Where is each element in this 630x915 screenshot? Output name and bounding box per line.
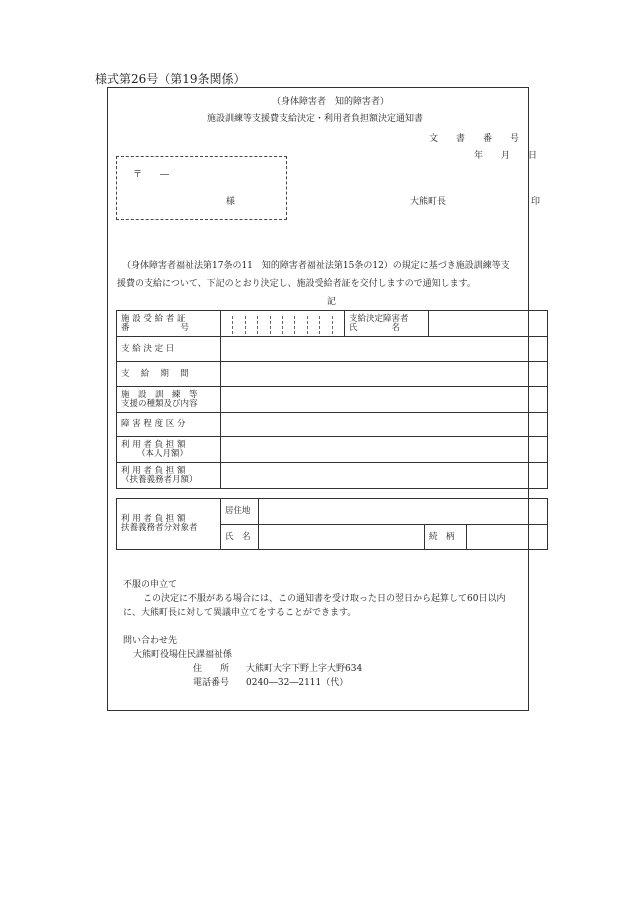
ki-heading: 記	[327, 297, 337, 307]
decision-holder-label-2: 氏 名	[349, 322, 401, 333]
service-type-label	[117, 387, 221, 413]
recipient-suffix: 様	[226, 197, 236, 207]
table-row	[117, 362, 548, 387]
service-type-field[interactable]	[221, 387, 548, 413]
residence-label: 居住地	[221, 499, 259, 525]
cert-number-field[interactable]	[221, 311, 345, 337]
row-label: （本人月額）	[137, 448, 189, 459]
row-label: 障 害 程 度 区 分	[121, 419, 186, 429]
doc-number-label: 文 書 番 号	[429, 134, 520, 144]
table-row	[117, 413, 548, 437]
address-label: 住 所	[193, 664, 230, 674]
decision-holder-field[interactable]	[429, 311, 548, 337]
phone-value: 0240―32―2111（代）	[246, 678, 349, 688]
row-label: 利 用 者 負 担 額	[121, 439, 186, 450]
relation-field[interactable]	[467, 525, 548, 550]
table-row	[117, 311, 548, 337]
objection-line-1: この決定に不服がある場合には、この通知書を受け取った日の翌日から起算して60日以内	[143, 594, 506, 604]
decision-holder-label	[345, 311, 429, 337]
decision-holder-label-1: 支給決定障害者	[349, 313, 409, 324]
row-label: 支 給 決 定 日	[121, 343, 175, 354]
inquiry-office: 大熊町役場住民課福祉係	[133, 650, 233, 660]
row-label: 利 用 者 負 担 額	[121, 465, 186, 476]
name-label: 氏 名	[221, 525, 259, 550]
name-field[interactable]	[259, 525, 425, 550]
supporter-burden-field[interactable]	[221, 463, 548, 489]
supporter-label-1: 利 用 者 負 担 額	[121, 514, 186, 524]
supporter-label	[117, 499, 221, 550]
period-field[interactable]	[221, 362, 548, 387]
table-row	[117, 463, 548, 489]
supporter-table	[116, 498, 548, 550]
row-label: 支援の種類及び内容	[121, 398, 198, 409]
table-row	[117, 499, 548, 525]
objection-heading: 不服の申立て	[123, 580, 178, 590]
objection-line-2: に、大熊町長に対して異議申立てをすることができます。	[123, 608, 357, 618]
form-number: 様式第26号（第19条関係）	[95, 72, 246, 86]
body-line-1: （身体障害者福祉法第17条の11 知的障害者福祉法第15条の12）の規定に基づき施設訓練等支	[122, 261, 510, 271]
address-value: 大熊町大字下野上字大野634	[246, 664, 363, 674]
issuer-name: 大熊町長	[410, 197, 447, 207]
cert-number-label-2: 番 号	[121, 322, 190, 333]
seal-mark: 印	[531, 197, 541, 207]
subtitle: （身体障害者 知的障害者）	[272, 97, 390, 107]
cert-number-label-1: 施 設 受 給 者 証	[121, 313, 186, 324]
table-row	[117, 437, 548, 463]
disability-level-label	[117, 413, 221, 437]
relation-label: 続 柄	[425, 525, 467, 550]
self-burden-label	[117, 437, 221, 463]
postal-mark: 〒 ―	[133, 170, 170, 180]
date-label: 年 月 日	[474, 151, 538, 161]
address-box[interactable]	[116, 156, 287, 220]
cert-number-digits	[221, 314, 344, 334]
row-label: （扶養義務者月額）	[121, 474, 198, 485]
disability-level-field[interactable]	[221, 413, 548, 437]
table-row	[117, 387, 548, 413]
supporter-label-2: 扶養義務者分対象者	[121, 523, 198, 533]
supporter-burden-label	[117, 463, 221, 489]
cert-number-label	[117, 311, 221, 337]
period-label	[117, 362, 221, 387]
table-row	[117, 337, 548, 362]
decision-date-field[interactable]	[221, 337, 548, 362]
document-title: 施設訓練等支援費支給決定・利用者負担額決定通知書	[207, 114, 424, 124]
row-label: 支 給 期 間	[121, 368, 189, 379]
decision-date-label	[117, 337, 221, 362]
self-burden-field[interactable]	[221, 437, 548, 463]
decision-table	[116, 310, 548, 489]
phone-label: 電話番号	[193, 678, 230, 688]
body-line-2: 援費の支給について、下記のとおり決定し、施設受給者証を交付しますので通知します。	[117, 279, 476, 289]
inquiry-heading: 問い合わせ先	[123, 636, 178, 646]
row-label: 施 設 訓 練 等	[121, 389, 198, 400]
residence-field[interactable]	[259, 499, 548, 525]
